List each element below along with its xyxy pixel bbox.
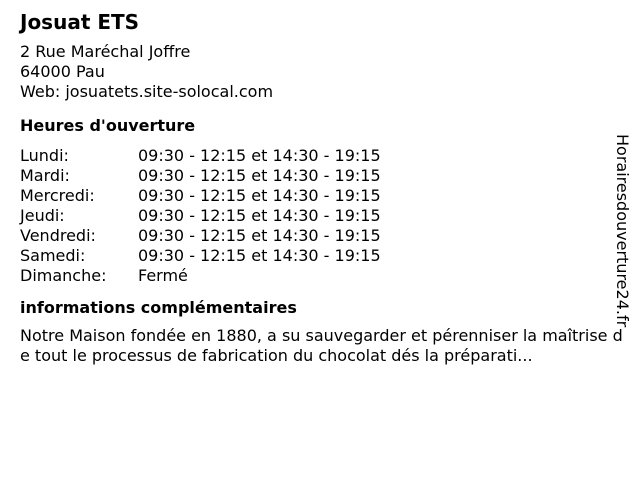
site-watermark: Horairesdouverture24.fr xyxy=(613,134,632,328)
hours-time: 09:30 - 12:15 et 14:30 - 19:15 xyxy=(138,206,381,225)
hours-row-sunday xyxy=(20,266,620,286)
website-line: Web: josuatets.site-solocal.com xyxy=(20,82,274,101)
hours-time: 09:30 - 12:15 et 14:30 - 19:15 xyxy=(138,166,381,185)
hours-day: Jeudi: xyxy=(20,206,65,225)
hours-row-monday xyxy=(20,146,620,166)
hours-time: 09:30 - 12:15 et 14:30 - 19:15 xyxy=(138,246,381,265)
business-name: Josuat ETS xyxy=(20,10,140,34)
street-address: 2 Rue Maréchal Joffre xyxy=(20,42,191,61)
hours-heading: Heures d'ouverture xyxy=(20,116,196,135)
hours-row-tuesday xyxy=(20,166,620,186)
hours-time: 09:30 - 12:15 et 14:30 - 19:15 xyxy=(138,146,381,165)
info-description: Notre Maison fondée en 1880, a su sauvegarder et pérenniser la maîtrise de tout le processus de fabrication du chocolat dés la préparati... xyxy=(20,326,623,365)
city-address: 64000 Pau xyxy=(20,62,105,81)
hours-time: Fermé xyxy=(138,266,188,285)
hours-day: Lundi: xyxy=(20,146,69,165)
hours-row-thursday xyxy=(20,206,620,226)
info-heading: informations complémentaires xyxy=(20,298,297,317)
hours-row-saturday xyxy=(20,246,620,266)
hours-day: Dimanche: xyxy=(20,266,107,285)
hours-row-friday xyxy=(20,226,620,246)
hours-day: Vendredi: xyxy=(20,226,96,245)
hours-time: 09:30 - 12:15 et 14:30 - 19:15 xyxy=(138,226,381,245)
hours-table xyxy=(20,146,620,286)
hours-row-wednesday xyxy=(20,186,620,206)
hours-time: 09:30 - 12:15 et 14:30 - 19:15 xyxy=(138,186,381,205)
hours-day: Mercredi: xyxy=(20,186,95,205)
hours-day: Mardi: xyxy=(20,166,70,185)
hours-day: Samedi: xyxy=(20,246,86,265)
